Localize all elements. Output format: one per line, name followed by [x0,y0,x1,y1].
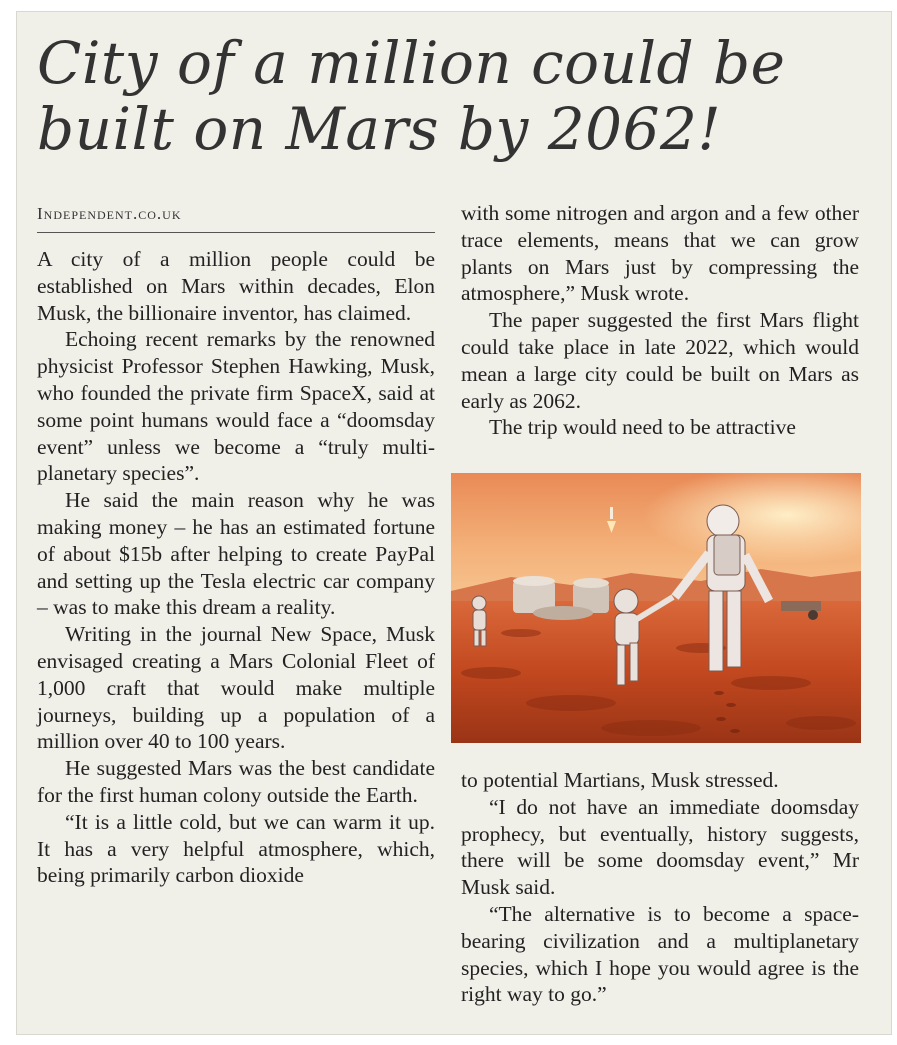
paragraph-7: with some nitrogen and argon and a few other trace elements, means that we can grow plants on Mars just by compressing the atmosphere,” Musk wrote. [461,201,859,306]
source-credit: Independent.co.uk [37,204,182,223]
newspaper-clipping [16,11,892,1035]
paragraph-6: “It is a little cold, but we can warm it up. It has a very helpful atmosphere, which, being primarily carbon dioxide [37,809,435,888]
paragraph-8: The paper suggested the first Mars flight could take place in late 2022, which would mean a large city could be built on Mars as early as 2062. [461,308,859,413]
paragraph-4: Writing in the journal New Space, Musk envisaged creating a Mars Colonial Fleet of 1,000 craft that would make multiple journeys, building up a population of a million over 40 to 100 years. [37,622,435,754]
article-column-1 [37,246,435,889]
paragraph-5: He suggested Mars was the best candidate for the first human colony outside the Earth. [37,756,435,807]
paragraph-3: He said the main reason why he was making money – he has an estimated fortune of about $15b after helping to create PayPal and setting up the Tesla electric car company – was to make this dream a reality. [37,488,435,620]
headline [37,30,786,162]
paragraph-12: “The alternative is to become a space-bearing civilization and a multiplanetary species, which I hope you would agree is the right way to go.” [461,901,859,1007]
astronaut-small-left [472,596,486,646]
source-divider [37,232,435,233]
paragraph-9: The trip would need to be attractive [489,415,796,440]
article-column-2-top [461,200,859,441]
paragraph-2: Echoing recent remarks by the renowned physicist Professor Stephen Hawking, Musk, who founded the private firm SpaceX, said at some point humans would face a “doomsday event” unless we become a “truly multiplanetary species”. [37,327,435,486]
headline-line-1: City of a million could be [37,29,786,97]
paragraph-10: to potential Martians, Musk stressed. [461,768,779,792]
mars-colony-illustration [451,473,861,743]
headline-line-2: built on Mars by 2062! [37,95,722,163]
article-column-2-bottom [461,767,859,1008]
paragraph-1: A city of a million people could be established on Mars within decades, Elon Musk, the billionaire inventor, has claimed. [37,247,435,325]
paragraph-11: “I do not have an immediate doomsday prophecy, but eventually, history suggests, there will be some doomsday event,” Mr Musk said. [461,794,859,900]
